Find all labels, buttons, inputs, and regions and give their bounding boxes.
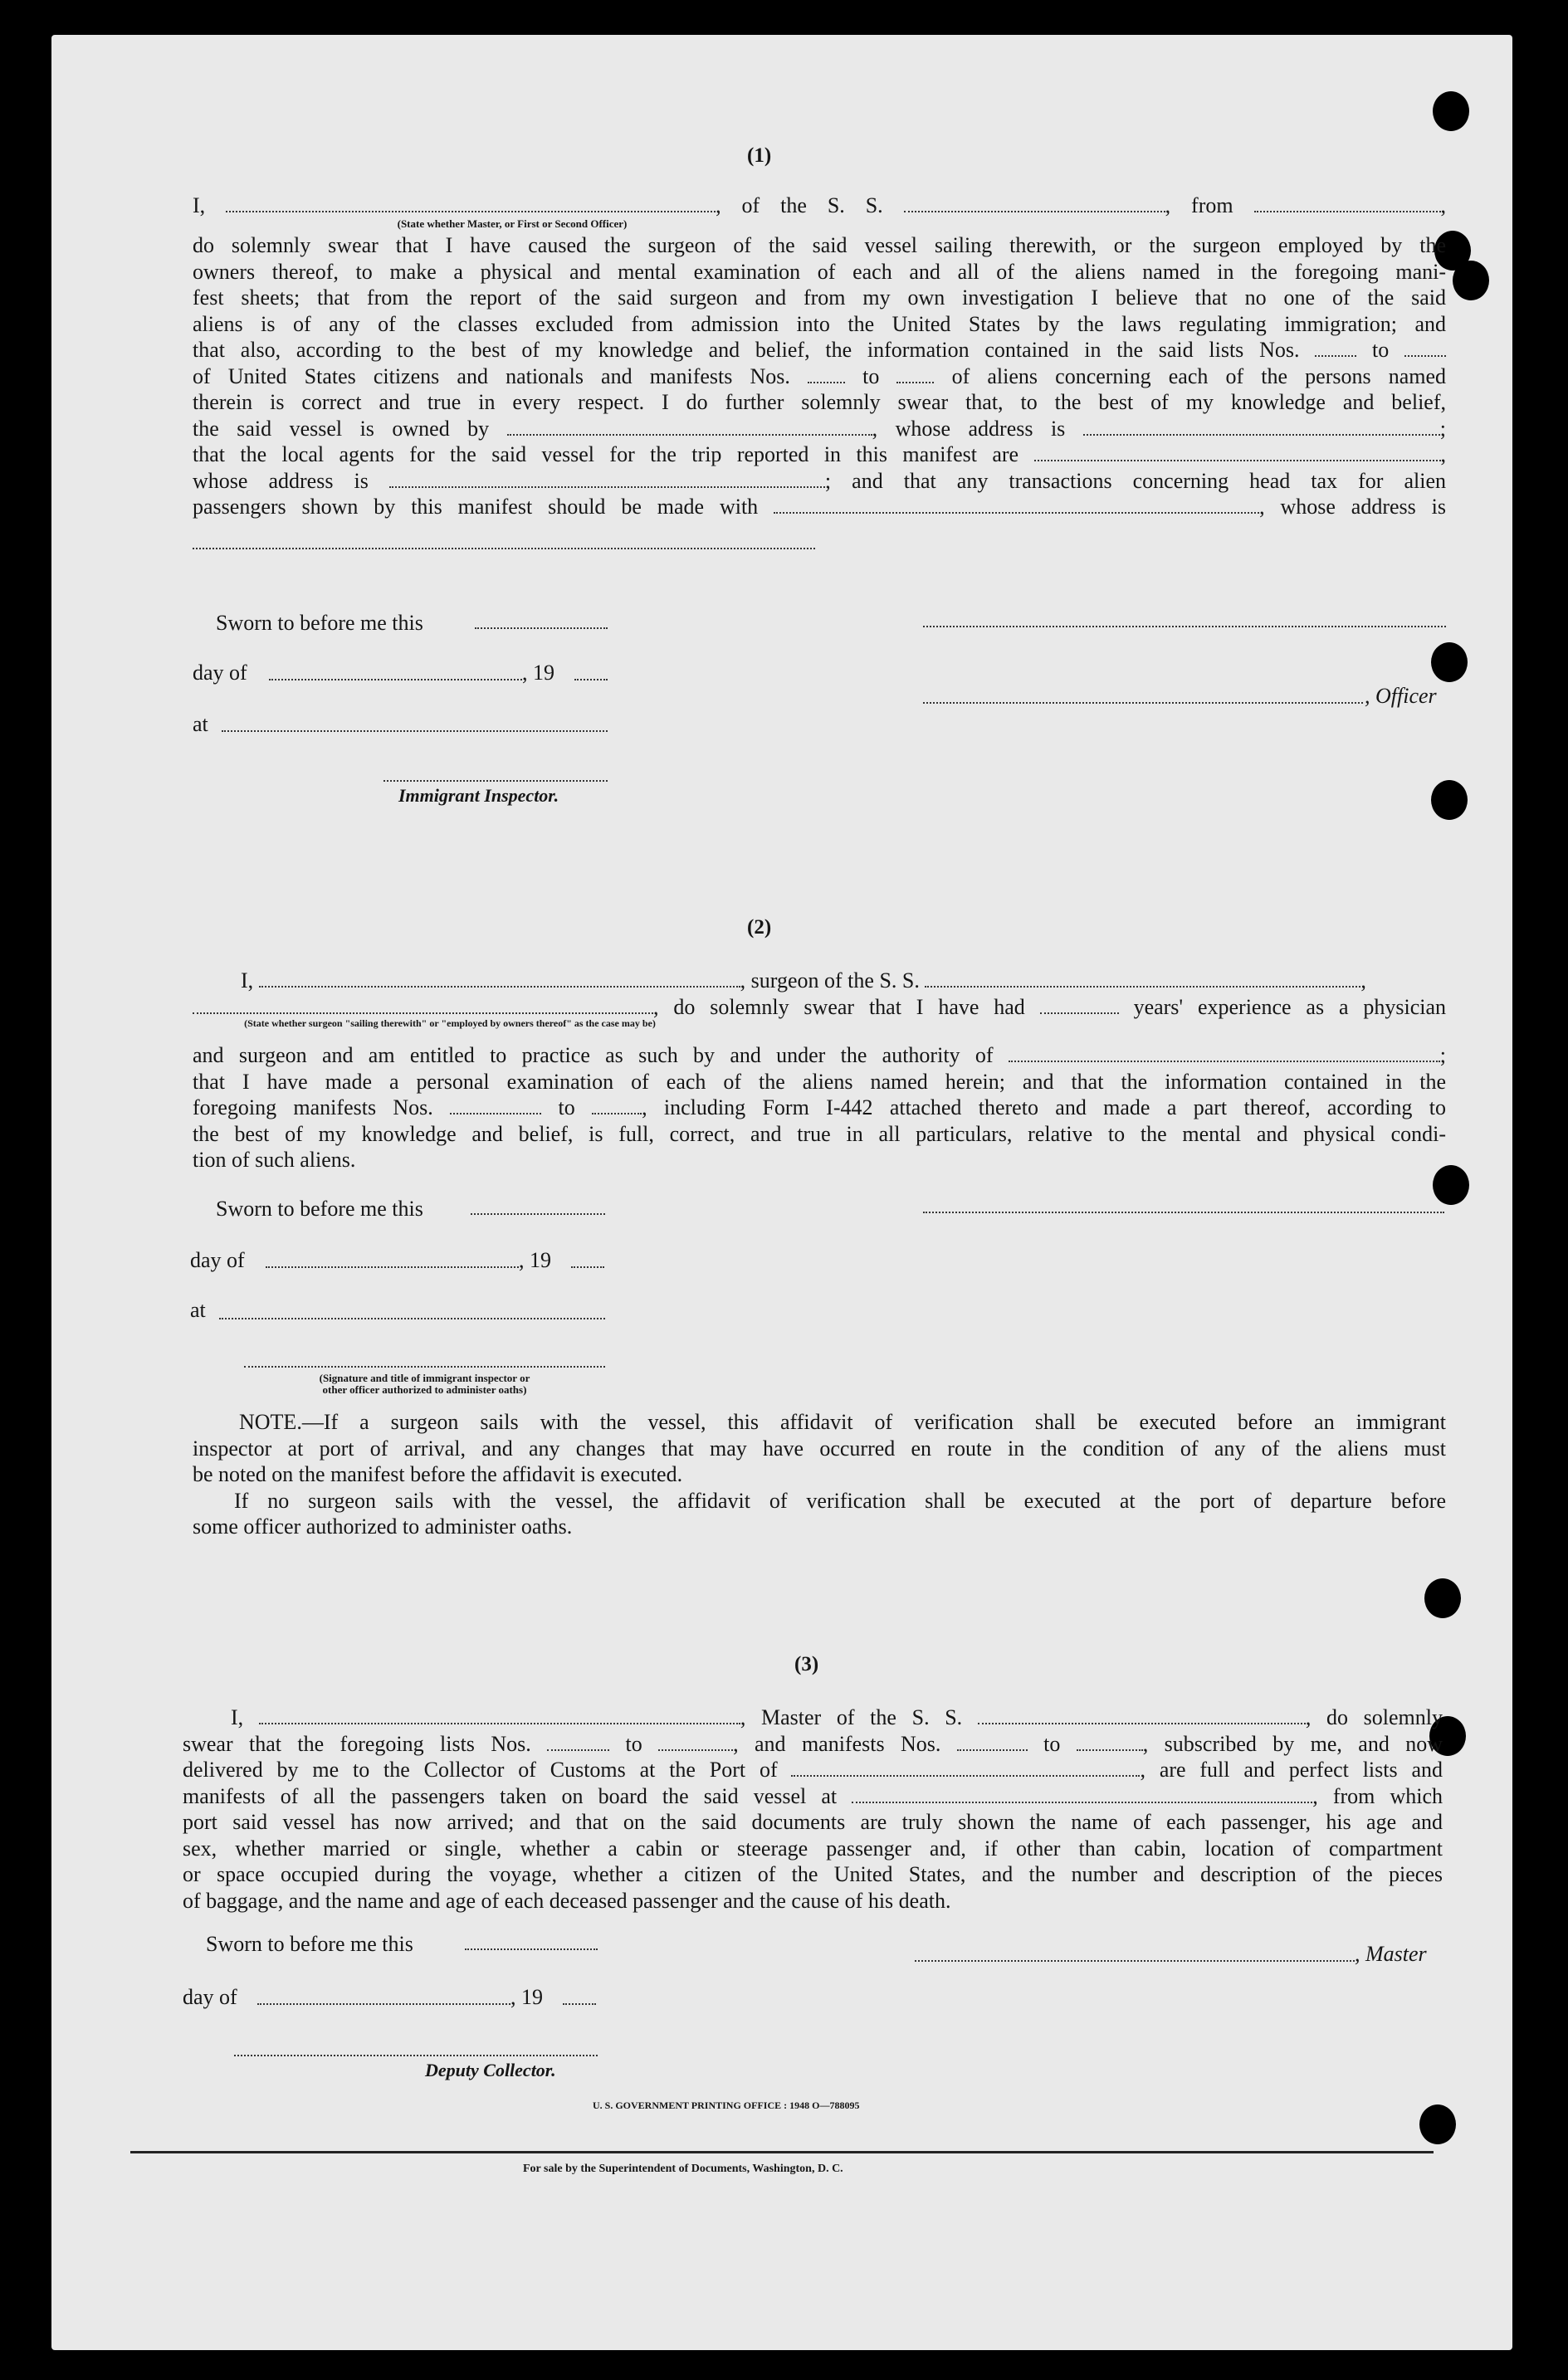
- section-1-paragraph: do solemnly swear that I have caused the surgeon of the said vessel sailing therewith, or the surgeon employed by the owners thereof, to make a physical and mental examination of each and all of the aliens named in the foregoing mani- fest sheets; that from the report of the said surgeon and from my own investigation I believe that no one of the said aliens is of any of the classes excluded from admission into the United States by the laws regulating immigration; and that also, according to the best of my knowledge and belief, the information contained in the said lists Nos. to of United States citizens and nationals and manifests Nos. to of aliens concerning each of the persons named therein is correct and true in every respect. I do further solemnly swear that, to the best of my knowledge and belief, the said vessel is owned by , whose address is ; that the local agents for the said vessel for the trip reported in this manifest are , whose address is ; and that any transactions concerning head tax for alien passengers shown by this manifest should be made with , whose address is: [193, 233, 1447, 519]
- section-3-paragraph: I, , Master of the S. S. , do solemnly swear that the foregoing lists Nos. to , and manifests Nos. to , subscribed by me, and now delivered by me to the Collector of Customs at the Port of , are full and perfect lists and manifests of all the passengers taken on board the said vessel at , from which port said vessel has now arrived; and that on the said documents are truly shown the name of each passenger, his age and sex, whether married or single, whether a cabin or steerage passenger and, if other than cabin, location of compartment or space occupied during the voyage, whether a citizen of the United States, and the number and description of the pieces of baggage, and the name and age of each deceased passenger and the cause of his death.: [183, 1705, 1443, 1913]
- head-tax-address-field[interactable]: [193, 548, 815, 549]
- surgeon-note: (State whether surgeon "sailing therewith" or "employed by owners thereof" as the case may be): [244, 1017, 656, 1029]
- sworn-label-1: Sworn to before me this: [216, 611, 423, 635]
- year-label-2: , 19: [519, 1248, 551, 1272]
- sworn-label-3: Sworn to before me this: [206, 1932, 413, 1956]
- boarding-port-field[interactable]: [852, 1802, 1312, 1803]
- master-lists-from-field[interactable]: [547, 1749, 609, 1751]
- officer-label: , Officer: [1365, 684, 1437, 708]
- surgeon-status-field[interactable]: [193, 1012, 653, 1014]
- lists-from-field[interactable]: [1315, 355, 1356, 357]
- note-paragraph: NOTE.—If a surgeon sails with the vessel, this affidavit of verification shall be executed before an immigrant inspector at port of arrival, and any changes that may have occurred en route in the condition of any of the aliens must be noted on the manifest before the affidavit is executed. If no surgeon sails with the vessel, the affidavit of verification shall be executed at the port of departure before some officer authorized to administer oaths.: [193, 1410, 1446, 1539]
- section-3-number: (3): [794, 1653, 819, 1675]
- lists-to-field[interactable]: [1404, 355, 1446, 357]
- officer-signature-line-1[interactable]: [923, 626, 1446, 627]
- collector-signature-line[interactable]: [234, 2055, 598, 2056]
- at-field-1[interactable]: [222, 730, 608, 732]
- year-field-3[interactable]: [563, 2003, 596, 2005]
- master-vessel-field[interactable]: [978, 1723, 1306, 1724]
- day-of-label-1: day of: [193, 661, 247, 685]
- footer-rule: [130, 2151, 1434, 2153]
- immigrant-inspector-label: Immigrant Inspector.: [398, 785, 559, 806]
- sworn-day-field-3[interactable]: [465, 1948, 598, 1950]
- manifests-to-field[interactable]: [896, 382, 934, 383]
- section-1-number: (1): [747, 144, 772, 167]
- at-field-2[interactable]: [219, 1318, 605, 1319]
- years-experience-field[interactable]: [1040, 1012, 1119, 1014]
- section-1-line-1: I, , of the S. S. , from ,: [193, 193, 1447, 217]
- year-field-2[interactable]: [571, 1266, 604, 1268]
- authority-field[interactable]: [1009, 1061, 1440, 1062]
- printing-office-note: U. S. GOVERNMENT PRINTING OFFICE : 1948 O—788095: [593, 2100, 860, 2111]
- punch-hole: [1431, 642, 1468, 682]
- head-tax-contact-field[interactable]: [774, 512, 1259, 514]
- form-sheet: [51, 35, 1512, 2350]
- owner-address-field[interactable]: [1083, 434, 1440, 436]
- year-label-1: , 19: [522, 661, 554, 685]
- officer-note: (State whether Master, or First or Second Officer): [397, 217, 628, 230]
- owner-field[interactable]: [507, 434, 872, 436]
- surgeon-signature-line[interactable]: [923, 1212, 1444, 1213]
- from-port-field[interactable]: [1254, 211, 1441, 212]
- punch-hole: [1424, 1578, 1461, 1618]
- inspector-signature-line[interactable]: [383, 780, 608, 782]
- vessel-name-field[interactable]: [904, 211, 1165, 212]
- local-agents-field[interactable]: [1034, 460, 1441, 461]
- deputy-collector-label: Deputy Collector.: [425, 2060, 556, 2080]
- section-2-number: (2): [747, 916, 772, 939]
- punch-hole: [1433, 91, 1469, 131]
- master-lists-to-field[interactable]: [658, 1749, 733, 1751]
- year-label-3: , 19: [510, 1985, 543, 2009]
- officer-signature-line-2[interactable]: [923, 702, 1363, 704]
- month-field-3[interactable]: [257, 2003, 510, 2005]
- sworn-day-field-1[interactable]: [475, 627, 608, 629]
- master-label: , Master: [1355, 1942, 1427, 1966]
- sworn-day-field-2[interactable]: [471, 1213, 605, 1215]
- surgeon-manifests-to-field[interactable]: [592, 1113, 642, 1114]
- month-field-1[interactable]: [269, 679, 522, 680]
- at-label-2: at: [190, 1298, 206, 1322]
- punch-hole: [1419, 2104, 1456, 2144]
- master-name-field[interactable]: [259, 1723, 740, 1724]
- surgeon-name-field[interactable]: [259, 986, 740, 988]
- manifests-from-field[interactable]: [808, 382, 845, 383]
- month-field-2[interactable]: [266, 1266, 519, 1268]
- day-of-label-3: day of: [183, 1985, 237, 2009]
- at-label-1: at: [193, 712, 208, 736]
- sworn-label-2: Sworn to before me this: [216, 1197, 423, 1221]
- signature-title-note: (Signature and title of immigrant inspector or other officer authorized to administer oaths): [319, 1372, 530, 1396]
- inspector-signature-line-2[interactable]: [244, 1366, 605, 1368]
- punch-hole: [1431, 780, 1468, 820]
- punch-hole: [1453, 261, 1489, 300]
- master-manifests-to-field[interactable]: [1077, 1749, 1143, 1751]
- agent-address-field[interactable]: [389, 486, 825, 488]
- day-of-label-2: day of: [190, 1248, 245, 1272]
- customs-port-field[interactable]: [791, 1775, 1140, 1777]
- master-signature-line[interactable]: [915, 1960, 1355, 1962]
- section-2-paragraph: and surgeon and am entitled to practice as such by and under the authority of ; that I have made a personal examination of each of the aliens named herein; and that the information contained in the foregoing manifests Nos. to , including Form I-442 attached thereto and made a part thereof, according to the best of my knowledge and belief, is full, correct, and true in all particulars, relative to the mental and physical condi- tion of such aliens.: [193, 1043, 1447, 1172]
- year-field-1[interactable]: [574, 679, 608, 680]
- master-manifests-from-field[interactable]: [957, 1749, 1028, 1751]
- section-2-line-1: I, , surgeon of the S. S. , , do solemnly swear that I have had years' experience as a physician: [193, 968, 1446, 1020]
- officer-name-field[interactable]: [226, 211, 716, 212]
- sale-note: For sale by the Superintendent of Documents, Washington, D. C.: [523, 2163, 843, 2175]
- surgeon-manifests-from-field[interactable]: [450, 1113, 541, 1114]
- surgeon-vessel-field[interactable]: [925, 986, 1360, 988]
